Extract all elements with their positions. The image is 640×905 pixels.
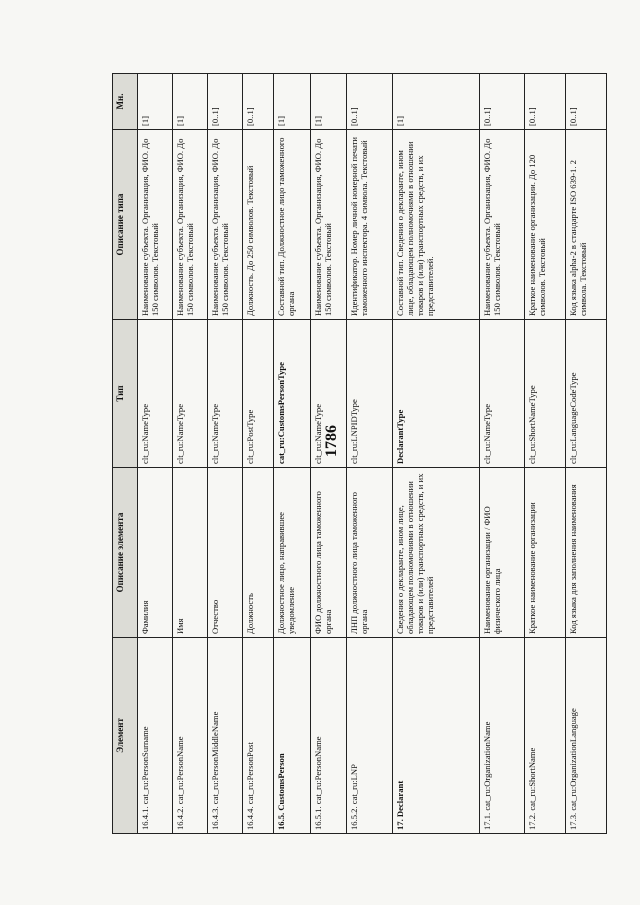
type-cell: DeclarantType	[393, 320, 480, 468]
table-row	[566, 74, 607, 834]
type-description-cell: Код языка alpha-2 в стандарте ISO 639-1. 2 символа. Текстовый	[566, 130, 607, 320]
type-cell: clt_ru:NameType	[311, 320, 347, 468]
element-description-cell: Имя	[173, 468, 208, 638]
element-description-cell: Сведения о декларанте, ином лице, обладающем полномочиями в отношении товаров и (или) транспортных средств, и их представителей	[393, 468, 480, 638]
type-description-cell: Наименование субъекта. Организация, ФИО. До 150 символов. Текстовый	[208, 130, 243, 320]
element-description-cell: Должность	[243, 468, 274, 638]
element-cell	[393, 638, 480, 834]
table-row	[311, 74, 347, 834]
cardinality-cell: [1]	[274, 74, 311, 130]
element-cell	[243, 638, 274, 834]
element-cell	[274, 638, 311, 834]
table-row	[347, 74, 393, 834]
element-description-cell: Отчество	[208, 468, 243, 638]
type-cell: clt_ru:LanguageCodeType	[566, 320, 607, 468]
table-row	[173, 74, 208, 834]
element-name: cat_ru:PersonPost	[245, 742, 255, 805]
cardinality-cell: [0..1]	[480, 74, 525, 130]
type-description-cell: Наименование субъекта. Организация, ФИО. До 150 символов. Текстовый	[138, 130, 173, 320]
table-row	[525, 74, 566, 834]
element-description-cell: Наименование организации / ФИО физического лица	[480, 468, 525, 638]
cardinality-cell: [1]	[393, 74, 480, 130]
header-type-description: Описание типа	[113, 130, 138, 320]
header-element: Элемент	[113, 638, 138, 834]
page-number: 1786	[323, 425, 340, 457]
cardinality-cell: [1]	[138, 74, 173, 130]
cardinality-cell: [0..1]	[525, 74, 566, 130]
element-number: 16.5.1.	[313, 806, 323, 830]
element-number: 16.5.	[276, 812, 286, 830]
header-element-description: Описание элемента	[113, 468, 138, 638]
element-name: cat_ru:OrganizationName	[482, 721, 492, 811]
element-description-cell: Краткое наименование организации	[525, 468, 566, 638]
element-number: 17.3.	[568, 812, 578, 830]
type-description-cell: Идентификатор. Номер личной номерной печати таможенного инспектора. 4 символа. Текстовый	[347, 130, 393, 320]
table-row	[208, 74, 243, 834]
cardinality-cell: [1]	[173, 74, 208, 130]
cardinality-cell: [0..1]	[347, 74, 393, 130]
type-cell: clt_ru:LNPIDType	[347, 320, 393, 468]
element-cell	[347, 638, 393, 834]
cardinality-cell: [1]	[311, 74, 347, 130]
type-description-cell: Составной тип. Должностное лицо таможенного органа	[274, 130, 311, 320]
table-row	[393, 74, 480, 834]
table-row	[243, 74, 274, 834]
table-row	[274, 74, 311, 834]
element-description-cell: Код языка для заполнения наименования	[566, 468, 607, 638]
element-cell	[566, 638, 607, 834]
element-description-cell: Должностное лицо, направившее уведомление	[274, 468, 311, 638]
table-row	[480, 74, 525, 834]
element-number: 17.1.	[482, 812, 492, 830]
type-cell: clt_ru:NameType	[480, 320, 525, 468]
element-description-table	[112, 73, 607, 834]
element-cell	[311, 638, 347, 834]
element-number: 17.2.	[527, 812, 537, 830]
type-description-cell: Составной тип. Сведения о декларанте, ином лице, обладающем полномочиями в отношении товаров и (или) транспортных средств, и их представителей.	[393, 130, 480, 320]
element-description-cell: ЛНП должностного лица таможенного органа	[347, 468, 393, 638]
type-cell: clt_ru:ShortNameType	[525, 320, 566, 468]
element-name: cat_ru:PersonSurname	[140, 726, 150, 805]
element-name: cat_ru:LNP	[349, 764, 359, 805]
element-name: cat_ru:OrganizationLanguage	[568, 708, 578, 811]
element-cell	[525, 638, 566, 834]
element-number: 17.	[395, 819, 405, 830]
element-number: 16.5.2.	[349, 806, 359, 830]
table-row	[138, 74, 173, 834]
cardinality-cell: [0..1]	[243, 74, 274, 130]
element-name: CustomsPerson	[276, 753, 286, 811]
table-header-row	[113, 74, 138, 834]
element-name: cat_ru:ShortName	[527, 747, 537, 811]
element-number: 16.4.4.	[245, 806, 255, 830]
element-name: cat_ru:PersonMiddleName	[210, 711, 220, 805]
type-description-cell: Наименование субъекта. Организация, ФИО. До 150 символов. Текстовый	[480, 130, 525, 320]
element-name: Declarant	[395, 780, 405, 818]
header-cardinality: Мн.	[113, 74, 138, 130]
element-number: 16.4.2.	[175, 806, 185, 830]
type-cell: clt_ru:NameType	[173, 320, 208, 468]
element-name: cat_ru:PersonName	[175, 736, 185, 805]
type-description-cell: Краткое наименование организации. До 120 символов. Текстовый	[525, 130, 566, 320]
type-description-cell: Должность. До 250 символов. Текстовый	[243, 130, 274, 320]
element-description-cell: ФИО должностного лица таможенного органа	[311, 468, 347, 638]
type-cell: clt_ru:NameType	[138, 320, 173, 468]
element-number: 16.4.1.	[140, 806, 150, 830]
cardinality-cell: [0..1]	[566, 74, 607, 130]
element-cell	[480, 638, 525, 834]
element-cell	[208, 638, 243, 834]
type-description-cell: Наименование субъекта. Организация, ФИО. До 150 символов. Текстовый	[311, 130, 347, 320]
type-cell: clt_ru:NameType	[208, 320, 243, 468]
type-description-cell: Наименование субъекта. Организация, ФИО. До 150 символов. Текстовый	[173, 130, 208, 320]
element-description-cell: Фамилия	[138, 468, 173, 638]
element-cell	[173, 638, 208, 834]
header-type: Тип	[113, 320, 138, 468]
cardinality-cell: [0..1]	[208, 74, 243, 130]
type-cell: cat_ru:CustomsPersonType	[274, 320, 311, 468]
element-number: 16.4.3.	[210, 806, 220, 830]
element-name: cat_ru:PersonName	[313, 736, 323, 805]
type-cell: clt_ru:PostType	[243, 320, 274, 468]
element-cell	[138, 638, 173, 834]
rotated-table-area	[112, 74, 589, 834]
